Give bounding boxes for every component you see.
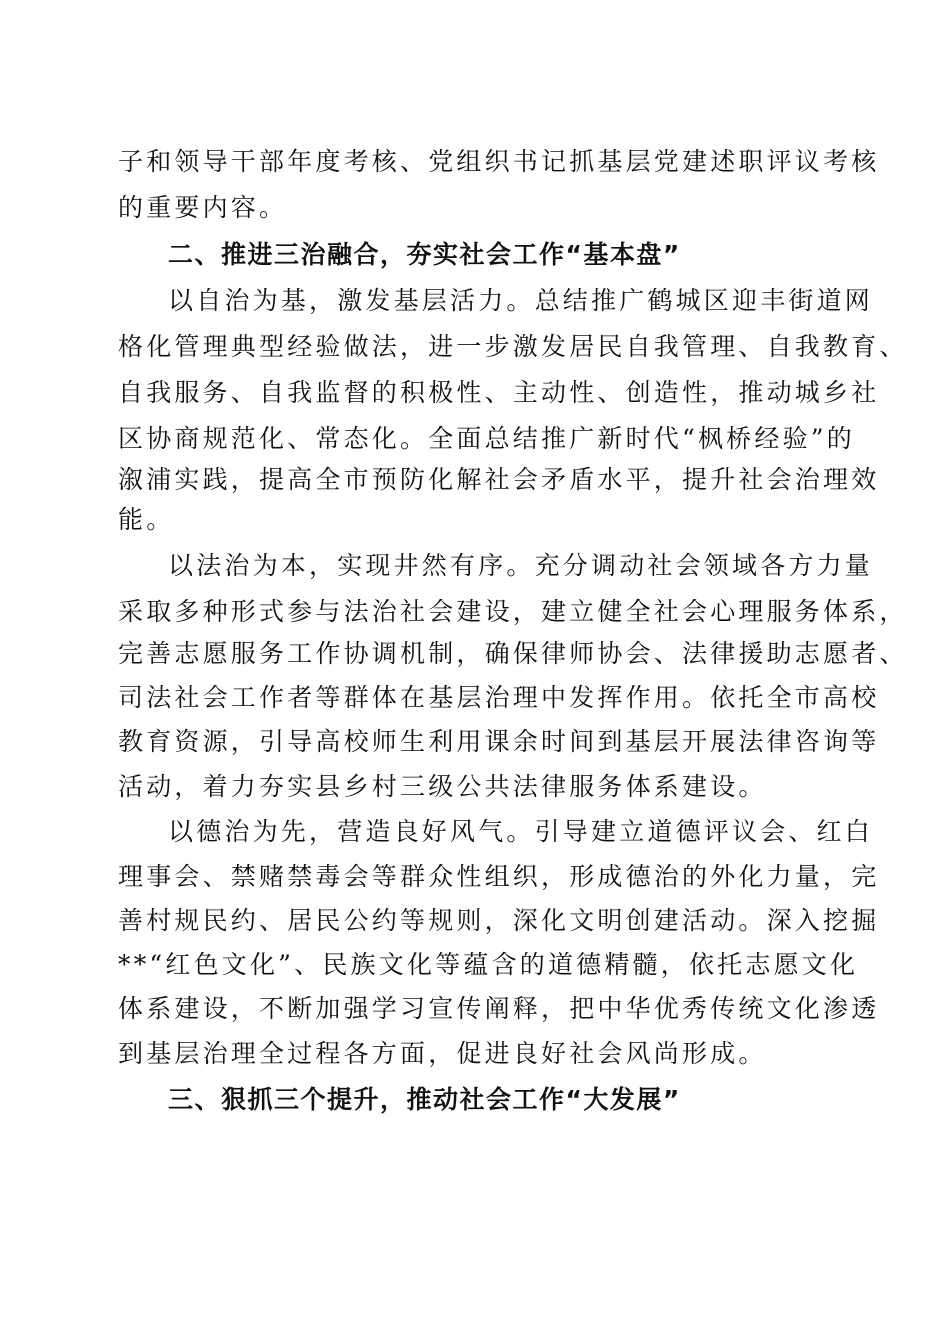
- paragraph-line: 教育资源，引导高校师生利用课余时间到基层开展法律咨询等: [118, 727, 880, 756]
- paragraph-line: 溆浦实践，提高全市预防化解社会矛盾水平，提升社会治理效: [118, 465, 880, 494]
- section-three-heading: 三、狠抓三个提升，推动社会工作“大发展”: [168, 1085, 681, 1114]
- paragraph-line: 格化管理典型经验做法，进一步激发居民自我管理、自我教育、: [118, 332, 908, 361]
- paragraph-line: 自我服务、自我监督的积极性、主动性、创造性，推动城乡社: [118, 378, 880, 407]
- paragraph-line: **“红色文化”、民族文化等蕴含的道德精髓，依托志愿文化: [118, 950, 859, 979]
- paragraph-line: 体系建设，不断加强学习宣传阐释，把中华优秀传统文化渗透: [118, 994, 880, 1023]
- paragraph-line: 以德治为先，营造良好风气。引导建立道德评议会、红白: [168, 817, 874, 846]
- paragraph-line: 采取多种形式参与法治社会建设，建立健全社会心理服务体系，: [118, 597, 908, 626]
- paragraph-line: 司法社会工作者等群体在基层治理中发挥作用。依托全市高校: [118, 683, 880, 712]
- paragraph-line: 能。: [118, 505, 175, 534]
- section-two-heading: 二、推进三治融合，夯实社会工作“基本盘”: [168, 240, 681, 269]
- paragraph-line: 区协商规范化、常态化。全面总结推广新时代“枫桥经验”的: [118, 424, 855, 453]
- paragraph-line: 的重要内容。: [118, 193, 288, 222]
- paragraph-line: 以自治为基，激发基层活力。总结推广鹤城区迎丰街道网: [168, 286, 874, 315]
- paragraph-line: 善村规民约、居民公约等规则，深化文明创建活动。深入挖掘: [118, 906, 880, 935]
- paragraph-line: 以法治为本，实现井然有序。充分调动社会领域各方力量: [168, 551, 874, 580]
- paragraph-line: 到基层治理全过程各方面，促进良好社会风尚形成。: [118, 1039, 767, 1068]
- paragraph-line: 完善志愿服务工作协调机制，确保律师协会、法律援助志愿者、: [118, 639, 908, 668]
- paragraph-line: 理事会、禁赌禁毒会等群众性组织，形成德治的外化力量，完: [118, 862, 880, 891]
- paragraph-line: 子和领导干部年度考核、党组织书记抓基层党建述职评议考核: [118, 147, 880, 176]
- paragraph-line: 活动，着力夯实县乡村三级公共法律服务体系建设。: [118, 772, 767, 801]
